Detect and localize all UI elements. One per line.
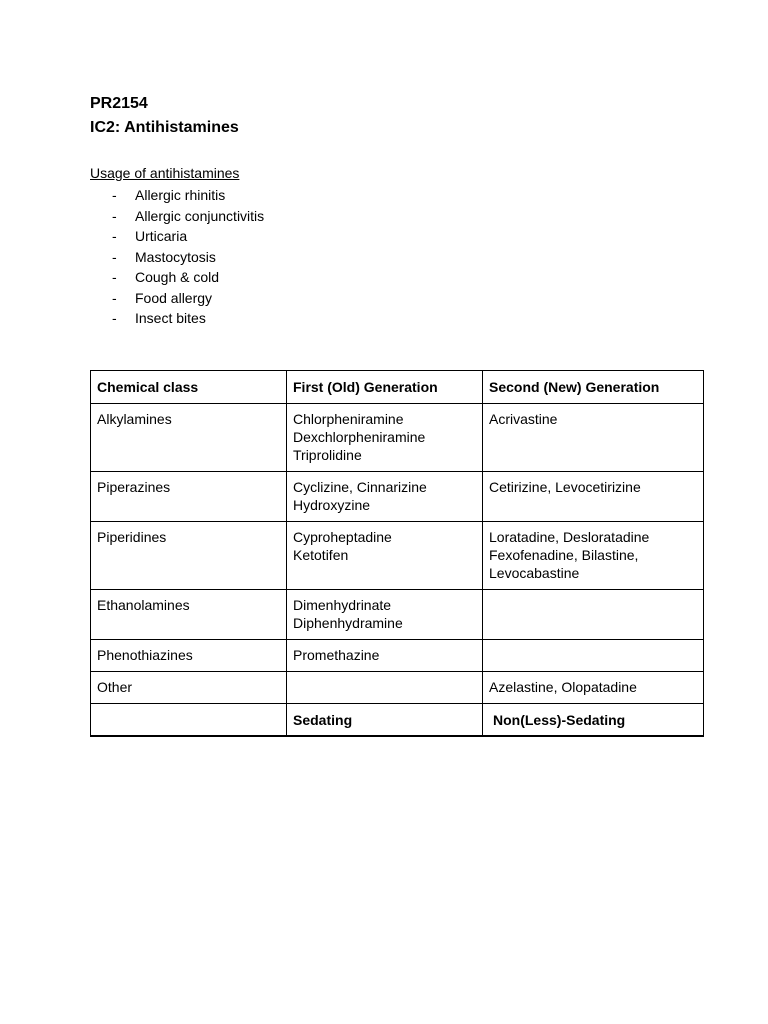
second-generation-cell [483,672,704,704]
usage-item-label: Insect bites [135,310,206,326]
table-row [91,640,704,672]
table-row [91,404,704,472]
second-generation-cell [483,640,704,672]
bullet-dash: - [112,269,117,285]
chemical-class-cell: Piperidines [91,522,287,590]
document-title: IC2: Antihistamines [90,119,239,136]
usage-item-label: Cough & cold [135,269,220,285]
first-generation-cell [287,640,483,672]
drug-name-line: Ketotifen [293,547,349,563]
usage-list [90,185,264,329]
drug-name-line: Fexofenadine, Bilastine, [489,547,639,563]
first-generation-cell [287,404,483,472]
table-row [91,472,704,522]
chemical-class-cell: Other [91,672,287,704]
second-generation-cell [483,590,704,640]
usage-item-label: Food allergy [135,289,213,306]
usage-list-item [90,267,264,288]
bullet-dash: - [112,248,117,265]
second-generation-cell [483,522,704,590]
usage-list-item [90,206,264,227]
drug-name-line: Cyproheptadine [293,529,392,545]
table-row [91,522,704,590]
drug-name-line: Loratadine, Desloratadine [489,529,650,545]
drug-name-line: Cyclizine, Cinnarizine [293,479,427,495]
bullet-dash: - [112,310,117,326]
chemical-class-cell: Phenothiazines [91,640,287,672]
table-row [91,672,704,704]
header-first-generation: First (Old) Generation [287,371,483,404]
drug-name-line: Chlorpheniramine [293,411,404,427]
usage-list-item [90,308,264,329]
usage-item-label: Allergic conjunctivitis [135,207,265,224]
drug-name-line: Hydroxyzine [293,497,371,513]
chemical-class-cell: Alkylamines [91,404,287,472]
course-code: PR2154 [90,95,148,112]
table-footer-row [91,704,704,737]
footer-class-cell [91,704,287,737]
drug-name-line: Dexchlorpheniramine [293,429,426,445]
header-chemical-class: Chemical class [91,371,287,404]
drug-name-line: Triprolidine [293,447,362,463]
first-generation-cell [287,472,483,522]
table-header-row [91,371,704,404]
usage-item-label: Urticaria [135,228,188,244]
footer-non-sedating-cell: Non(Less)-Sedating [483,704,704,737]
usage-heading: Usage of antihistamines [90,165,240,181]
drug-name-line: Acrivastine [489,411,558,427]
first-generation-cell [287,590,483,640]
second-generation-cell [483,472,704,522]
first-generation-cell [287,672,483,704]
footer-sedating-cell: Sedating [287,704,483,737]
bullet-dash: - [112,207,117,224]
first-generation-cell [287,522,483,590]
usage-item-label: Allergic rhinitis [135,187,226,203]
chemical-class-cell: Piperazines [91,472,287,522]
drug-name-line: Azelastine, Olopatadine [489,679,637,695]
usage-list-item [90,247,264,268]
drug-name-line: Levocabastine [489,565,580,581]
header-second-generation: Second (New) Generation [483,371,704,404]
drug-name-line: Dimenhydrinate [293,597,392,613]
chemical-class-cell: Ethanolamines [91,590,287,640]
table-body [91,404,704,704]
drug-name-line: Diphenhydramine [293,615,403,631]
antihistamine-table [90,370,704,737]
drug-name-line: Cetirizine, Levocetirizine [489,479,641,495]
bullet-dash: - [112,187,117,203]
usage-list-item [90,226,264,247]
usage-list-item [90,288,264,309]
second-generation-cell [483,404,704,472]
usage-list-item [90,185,264,206]
usage-item-label: Mastocytosis [135,248,216,265]
bullet-dash: - [112,228,117,244]
table-row [91,590,704,640]
drug-name-line: Promethazine [293,647,380,663]
bullet-dash: - [112,289,117,306]
